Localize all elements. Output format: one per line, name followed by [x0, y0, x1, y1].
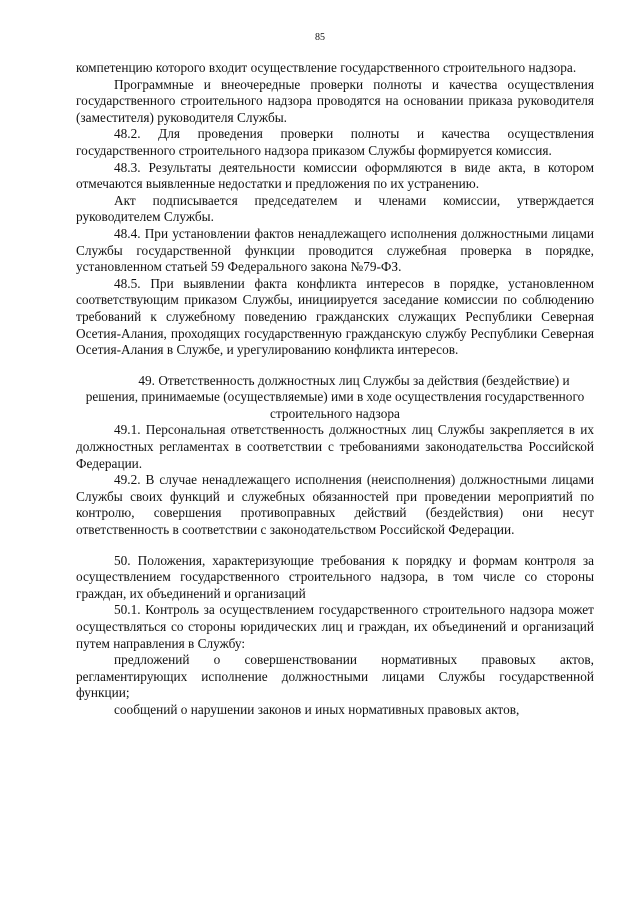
paragraph-act-signing: Акт подписывается председателем и членами комиссии, утверждается руководителем Службы. — [76, 192, 594, 225]
page-number: 85 — [315, 32, 325, 43]
paragraph-48-4: 48.4. При установлении фактов ненадлежащего исполнения должностными лицами Службы государственной функции проводится служебная проверка в порядке, установленном статьей 59 Федерального закона №79-ФЗ. — [76, 225, 594, 275]
document-body — [76, 60, 594, 719]
paragraph-49-2: 49.2. В случае ненадлежащего исполнения (неисполнения) должностными лицами Службы своих функций и служебных обязанностей при проведении мероприятий по контролю, совершения противоправных действий (бездействия) они несут ответственность в соответствии с законодательством Российской Федерации. — [76, 472, 594, 538]
paragraph-48-5: 48.5. При выявлении факта конфликта интересов в порядке, установленном соответствующим приказом Службы, инициируется заседание комиссии по соблюдению требований к служебному поведению гражданских служащих Республики Северная Осетия-Алания, проходящих государственную гражданскую службу Республики Северная Осетия-Алания в Службе, и урегулированию конфликта интересов. — [76, 275, 594, 358]
paragraph-proposals: предложений о совершенствовании нормативных правовых актов, регламентирующих исполнение должностными лицами Службы государственной функции; — [76, 652, 594, 701]
paragraph-48-3: 48.3. Результаты деятельности комиссии оформляются в виде акта, в котором отмечаются выявленные недостатки и предложения по их устранению. — [76, 159, 594, 192]
paragraph-continuation: компетенцию которого входит осуществление государственного строительного надзора. — [76, 60, 577, 75]
paragraph-49-1: 49.1. Персональная ответственность должностных лиц Службы закрепляется в их должностных регламентах в соответствии с требованиями законодательства Российской Федерации. — [76, 422, 594, 471]
paragraph-scheduled-checks: Программные и внеочередные проверки полноты и качества осуществления государственного строительного надзора проводятся на основании приказа руководителя (заместителя) руководителя Службы. — [76, 76, 594, 125]
paragraph-50-1: 50.1. Контроль за осуществлением государственного строительного надзора может осуществляться со стороны юридических лиц и граждан, их объединений и организаций путем направления в Службу: — [76, 602, 594, 651]
section-heading-50: 50. Положения, характеризующие требования к порядку и формам контроля за осуществлением государственного строительного надзора, в том числе со стороны граждан, их объединений и организаций — [76, 552, 594, 601]
section-heading-49: 49. Ответственность должностных лиц Службы за действия (бездействие) и решения, принимаемые (осуществляемые) ими в ходе осуществления государственного строительного надзора — [85, 372, 585, 421]
paragraph-reports: сообщений о нарушении законов и иных нормативных правовых актов, — [114, 701, 520, 717]
paragraph-48-2: 48.2. Для проведения проверки полноты и качества осуществления государственного строительного надзора приказом Службы формируется комиссия. — [76, 126, 594, 158]
